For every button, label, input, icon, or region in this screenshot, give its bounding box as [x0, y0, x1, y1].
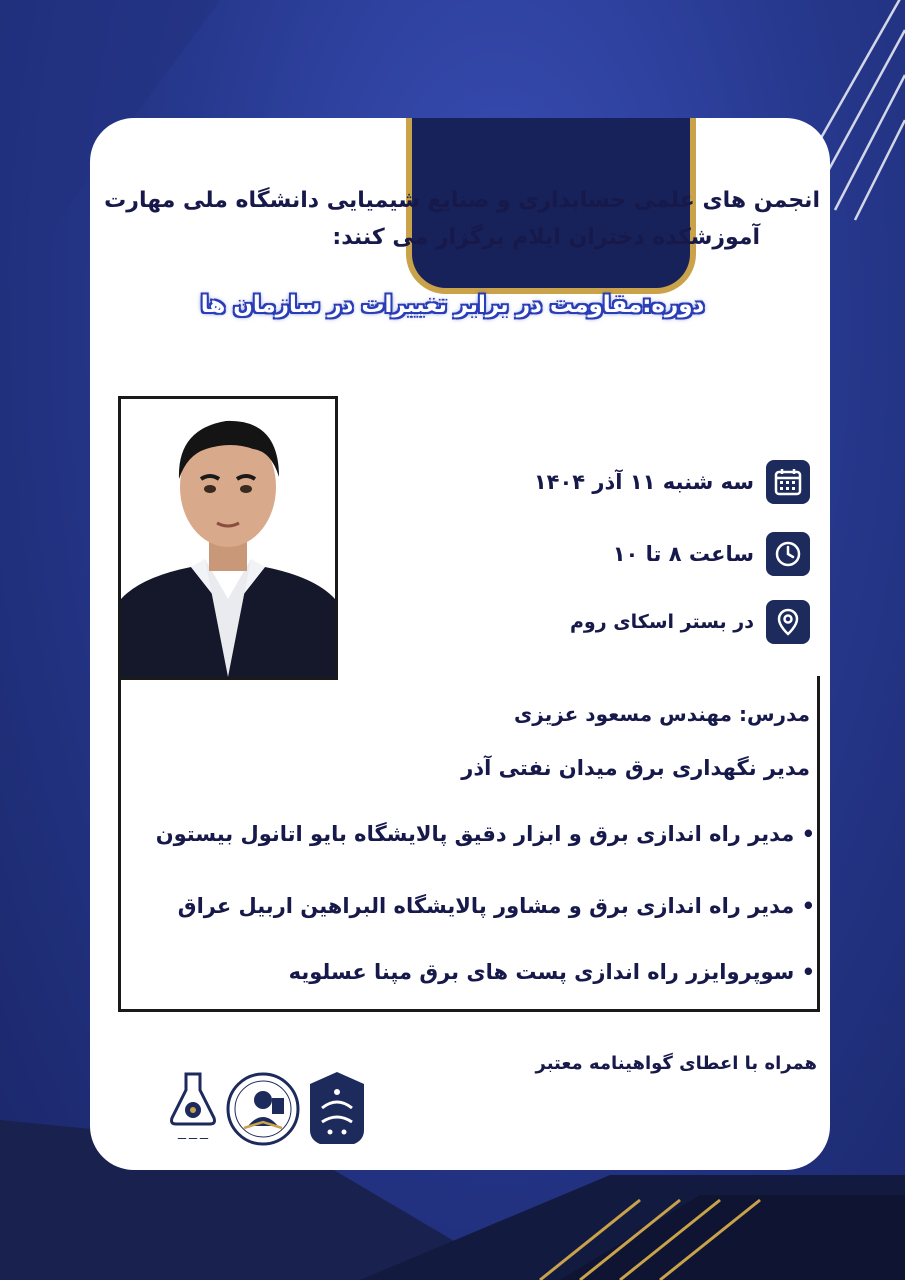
event-date: سه شنبه ۱۱ آذر ۱۴۰۴: [533, 470, 754, 494]
clock-icon: [766, 532, 810, 576]
experience-item: • مدیر راه اندازی برق و مشاور پالایشگاه البراهین اربیل عراق: [177, 894, 815, 918]
course-title: دوره:مقاومت در برابر تغییرات در سازمان ها: [200, 292, 705, 318]
event-date-row: [534, 460, 810, 504]
logo-caption-lettering: ـــ ـــ ـــ: [177, 1132, 209, 1141]
organizer-line-1: انجمن های علمی حسابداری و صنایع شیمیایی دانشگاه ملی مهارت: [104, 188, 820, 213]
event-time-row: [613, 532, 810, 576]
event-location: در بستر اسکای روم: [569, 611, 754, 633]
accounting-association-logo: [224, 1070, 306, 1150]
certificate-note: همراه با اعطای گواهینامه معتبر: [535, 1053, 817, 1074]
instructor-position: مدیر نگهداری برق میدان نفتی آذر: [461, 756, 810, 780]
experience-item: • سوپروایزر راه اندازی پست های برق مپنا عسلویه: [288, 960, 815, 984]
experience-item: • مدیر راه اندازی برق و ابزار دقیق پالایشگاه بایو اتانول بیستون: [155, 822, 815, 846]
event-location-row: [570, 600, 810, 644]
event-time: ساعت ۸ تا ۱۰: [612, 542, 754, 566]
calendar-icon: [766, 460, 810, 504]
maharat-university-logo: [308, 1070, 390, 1150]
location-pin-icon: [766, 600, 810, 644]
instructor-name: مدرس: مهندس مسعود عزیزی: [513, 702, 810, 726]
instructor-photo: [118, 396, 338, 680]
organizer-line-2: آموزشکده دختران ایلام برگزار می کنند:: [332, 225, 760, 250]
chemical-association-logo: [152, 1070, 234, 1150]
